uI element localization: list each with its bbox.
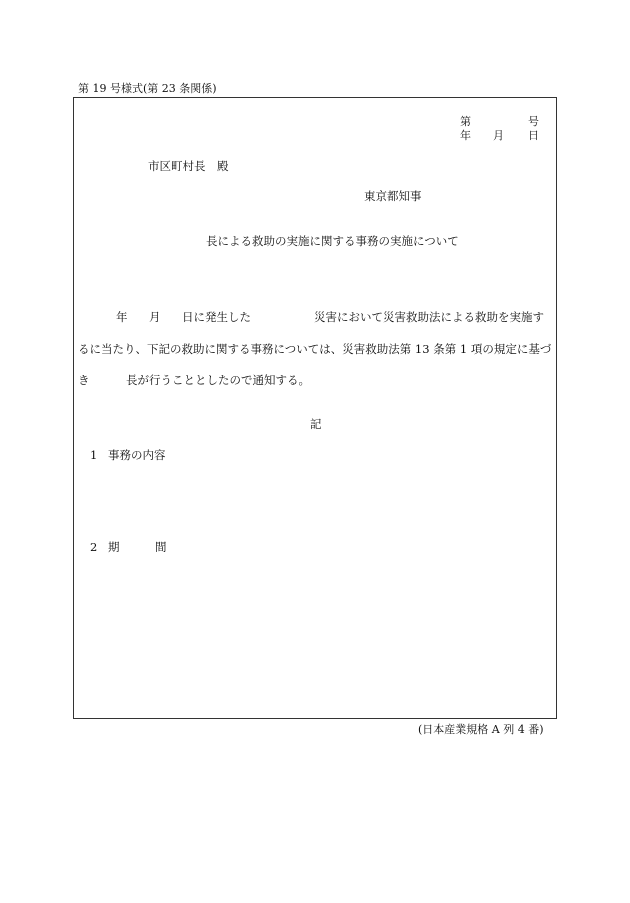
body-line3-rest: 長が行うこととしたので通知する。 bbox=[126, 373, 310, 387]
body-line1-year: 年 bbox=[116, 310, 128, 324]
item-2-label-b: 間 bbox=[155, 540, 167, 554]
date-day: 日 bbox=[528, 129, 539, 142]
form-number-label: 第 19 号様式(第 23 条関係) bbox=[78, 82, 217, 95]
item-1-number: 1 bbox=[90, 448, 98, 462]
doc-number-suffix: 号 bbox=[528, 115, 539, 128]
date-year: 年 bbox=[460, 129, 471, 142]
item-2-number: 2 bbox=[90, 540, 98, 554]
item-1-label: 事務の内容 bbox=[108, 448, 166, 462]
recipient: 市区町村長 殿 bbox=[148, 159, 229, 173]
footer-standard-note: (日本産業規格 A 列 4 番) bbox=[418, 723, 544, 736]
item-2-label-a: 期 bbox=[108, 540, 120, 554]
body-line2: るに当たり、下記の救助に関する事務については、災害救助法第 13 条第 1 項の規定に基づ bbox=[78, 342, 552, 356]
doc-number-prefix: 第 bbox=[460, 115, 471, 128]
subject-title: 長による救助の実施に関する事務の実施について bbox=[206, 234, 459, 248]
body-line1-rest: 災害において災害救助法による救助を実施す bbox=[314, 310, 544, 324]
ki-heading: 記 bbox=[310, 417, 322, 431]
form-frame bbox=[73, 97, 557, 719]
sender: 東京都知事 bbox=[364, 189, 422, 203]
date-month: 月 bbox=[493, 129, 504, 142]
body-line1-month: 月 bbox=[149, 310, 161, 324]
body-line3-start: き bbox=[78, 373, 90, 387]
body-line1-mid: 日に発生した bbox=[182, 310, 251, 324]
